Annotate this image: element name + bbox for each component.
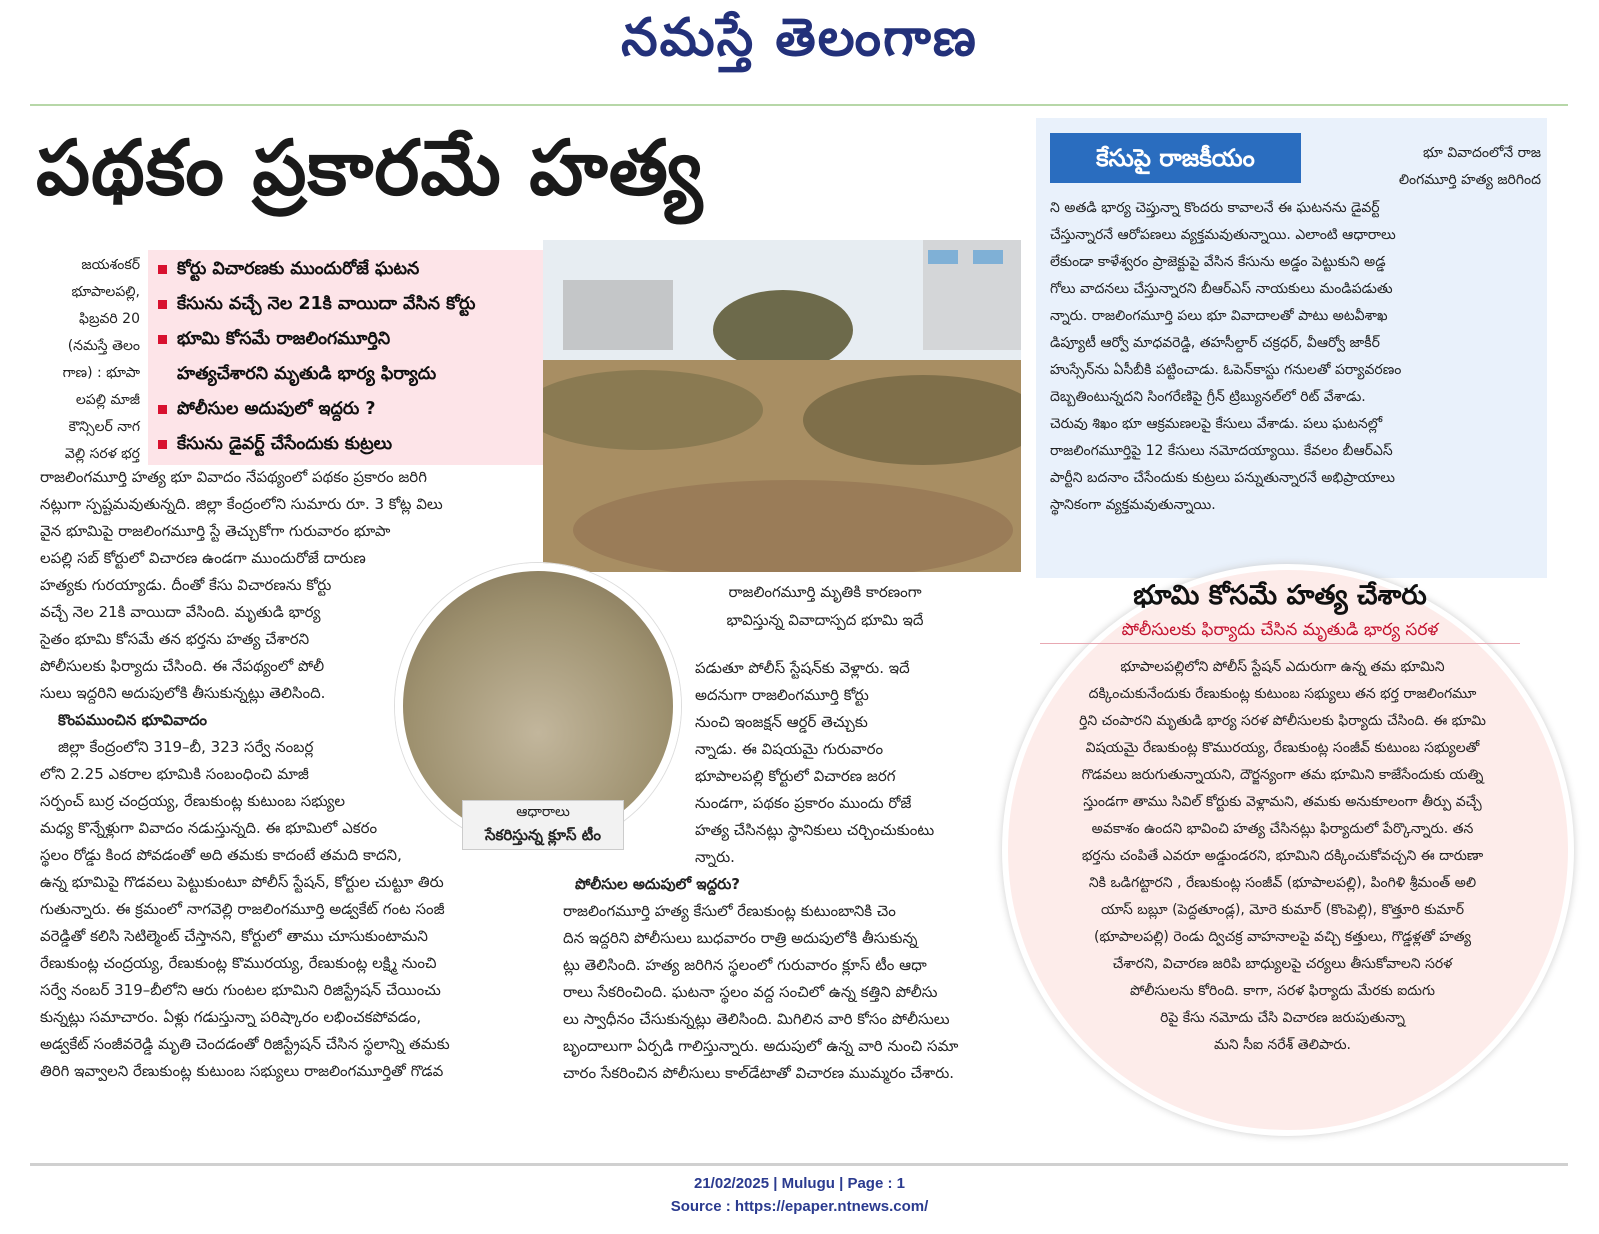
highlight-item: కేసును వచ్చే నెల 21కి వాయిదా వేసిన కోర్టు	[148, 287, 543, 322]
middle-body-2: రాజలింగమూర్తి హత్య కేసులో రేణుకుంట్ల కుటుంబానికి చెం దిన ఇద్దరిని పోలీసులు బుధవారం రాత్రి అదుపులోకి తీసుకున్న ట్లు తెలిసింది. హత్య జరిగిన స్థలంలో గురువారం క్లూస్ టీం ఆధా రాలు సేకరించింది. ఘటనా స్థలం వద్ద సంచిలో ఉన్న కత్తిని పోలీసు లు స్వాధీనం చేసుకున్నట్లు తెలిసింది. మిగిలిన వారి కోసం పోలీసులు బృందాలుగా ఏర్పడి గాలిస్తున్నారు. అదుపులో ఉన్న వారి నుంచి సమా చారం సేకరించిన పోలీసులు కాల్‌డేటాతో విచారణ ముమ్మరం చేశారు.	[563, 902, 959, 1082]
caption-line: రాజలింగమూర్తి మృతికి కారణంగా	[728, 583, 922, 601]
dateline: జయశంకర్ భూపాలపల్లి, ఫిబ్రవరి 20 (నమస్తే తెలం గాణ) : భూపా లపల్లి మాజీ కౌన్సిలర్ నాగ వెల్లి సరళ భర్త	[62, 257, 140, 462]
circle-divider	[1040, 643, 1520, 644]
land-photo-caption	[690, 578, 960, 634]
bottom-rule	[30, 1163, 1568, 1166]
side-body: ని అతడి భార్య చెప్తున్నా కొందరు కావాలనే ఈ ఘటనను డైవర్ట్ చేస్తున్నారనే ఆరోపణలు వ్యక్తమవుతున్నాయి. ఎలాంటి ఆధారాలు లేకుండా కాళేశ్వరం ప్రాజెక్టుపై వేసిన కేసును అడ్డం పెట్టుకుని అడ్డ గోలు వాదనలు చేస్తున్నారని బీఆర్ఎస్ నాయకులు మండిపడుతు న్నారు. రాజలింగమూర్తి పలు భూ వివాదాలతో పాటు అటవీశాఖ డిప్యూటీ ఆర్వో మాధవరెడ్డి, తహసీల్దార్ చక్రధర్, వీఆర్వో జాకీర్ హుస్సేన్‌ను ఏసీబీకి పట్టించాడు. ఓపెన్‌కాస్టు గనులతో పర్యావరణం దెబ్బతింటున్నదని సింగరేణిపై గ్రీన్ ట్రిబ్యునల్‌లో రిట్ వేశాడు. చెరువు శిఖం భూ ఆక్రమణలపై కేసులు వేశాడు. పలు ఘటనల్లో రాజలింగమూర్తిపై 12 కేసులు నమోదయ్యాయి. కేవలం బీఆర్ఎస్ పార్టీని బదనాం చేసేందుకు కుట్రలు పన్నుతున్నారనే అభిప్రాయాలు స్థానికంగా వ్యక్తమవుతున్నాయి.	[1050, 200, 1402, 513]
top-rule	[30, 104, 1568, 106]
bullet-icon	[158, 335, 167, 344]
footer-source: Source : https://epaper.ntnews.com/	[670, 1198, 929, 1215]
bullet-icon	[158, 440, 167, 449]
highlight-item: కేసును డైవర్ట్ చేసేందుకు కుట్రలు	[148, 427, 543, 462]
bullet-icon	[158, 300, 167, 309]
highlight-item: పోలీసుల అదుపులో ఇద్దరు ?	[148, 392, 543, 427]
clues-caption-line: ఆధారాలు	[516, 804, 570, 820]
clues-caption-line: సేకరిస్తున్న క్లూస్ టీం	[485, 826, 601, 844]
middle-body: పడుతూ పోలీస్ స్టేషన్‌కు వెళ్లారు. ఇదే అదనుగా రాజలింగమూర్తి కోర్టు నుంచి ఇంజక్షన్ ఆర్డర్ తెచ్చుకు న్నాడు. ఈ విషయమై గురువారం భూపాలపల్లి కోర్టులో విచారణ జరగ నుండగా, పథకం ప్రకారం ముందు రోజే హత్య చేసినట్లు స్థానికులు చర్చించుకుంటు న్నారు.	[695, 659, 935, 866]
circle-subtitle: పోలీసులకు ఫిర్యాదు చేసిన మృతుడి భార్య సరళ	[1121, 620, 1439, 640]
highlight-item: హత్యచేశారని మృతుడి భార్య ఫిర్యాదు	[177, 364, 437, 384]
highlight-item: కోర్టు విచారణకు ముందురోజే ఘటన	[148, 252, 543, 287]
headline: పథకం ప్రకారమే హత్య	[36, 123, 704, 212]
masthead: నమస్తే తెలంగాణ	[621, 8, 978, 68]
bullet-icon	[158, 265, 167, 274]
highlights-box	[148, 250, 543, 465]
bullet-icon	[158, 405, 167, 414]
section-subhead: కొంపముంచిన భూవివాదం	[58, 711, 208, 729]
caption-line: భావిస్తున్న వివాదాస్పద భూమి ఇదే	[726, 611, 924, 629]
footer-date: 21/02/2025 | Mulugu | Page : 1	[694, 1175, 905, 1192]
side-lead: భూ వివాదంలోనే రాజ లింగమూర్తి హత్య జరిగింద	[1398, 145, 1541, 188]
side-tag: కేసుపై రాజకీయం	[1050, 133, 1301, 183]
left-body: రాజలింగమూర్తి హత్య భూ వివాదం నేపథ్యంలో పథకం ప్రకారం జరిగి నట్లుగా స్పష్టమవుతున్నది. జిల్లా కేంద్రంలోని సుమారు రూ. 3 కోట్ల విలు వైన భూమిపై రాజలింగమూర్తి స్టే తెచ్చుకోగా గురువారం భూపా లపల్లి సబ్ కోర్టులో విచారణ ఉండగా ముందురోజే దారుణ హత్యకు గురయ్యాడు. దీంతో కేసు విచారణను కోర్టు వచ్చే నెల 21కి వాయిదా వేసింది. మృతుడి భార్య సైతం భూమి కోసమే తన భర్తను హత్య చేశారని పోలీసులకు ఫిర్యాదు చేసింది. ఈ నేపథ్యంలో పోలీ సులు ఇద్దరిని అదుపులోకి తీసుకున్నట్లు తెలిసింది. కొంపముంచిన భూవివాదం జిల్లా కేంద్రంలోని 319–బీ, 323 సర్వే నంబర్ల లోని 2.25 ఎకరాల భూమికి సంబంధించి మాజీ సర్పంచ్ బుర్ర చంద్రయ్య, రేణుకుంట్ల కుటుంబ సభ్యుల మధ్య కొన్నేళ్లుగా వివాదం నడుస్తున్నది. ఈ భూమిలో ఎకరం స్థలం రోడ్డు కింద పోవడంతో అది తమకు కాదంటే తమది కాదని, ఉన్న భూమిపై గొడవలు పెట్టుకుంటూ పోలీస్ స్టేషన్, కోర్టుల చుట్టూ తిరు గుతున్నారు. ఈ క్రమంలో నాగవెల్లి రాజలింగమూర్తి అడ్వకేట్ గంట సంజీ వరెడ్డితో కలిసి సెటిల్మెంట్ చేస్తానని, కోర్టులో తాము చూసుకుంటామని రేణుకుంట్ల చంద్రయ్య, రేణుకుంట్ల కొమురయ్య, రేణుకుంట్ల లక్ష్మి నుంచి సర్వే నంబర్ 319–బీలోని ఆరు గుంటల భూమిని రిజిస్ట్రేషన్ చేయించు కున్నట్లు సమాచారం. ఏళ్లు గడుస్తున్నా పరిష్కారం లభించకపోవడం, అడ్వకేట్ సంజీవరెడ్డి మృతి చెందడంతో రిజిస్ట్రేషన్ చేసిన స్థలాన్ని తమకు తిరిగి ఇవ్వాలని రేణుకుంట్ల కుటుంబ సభ్యులు రాజలింగమూర్తితో గొడవ	[40, 464, 535, 1085]
circle-title: భూమి కోసమే హత్య చేశారు	[1133, 580, 1427, 611]
land-photo-graphic	[543, 240, 1021, 572]
circle-body: భూపాలపల్లిలోని పోలీస్ స్టేషన్ ఎదురుగా ఉన్న తమ భూమిని దక్కించుకునేందుకు రేణుకుంట్ల కుటుంబ సభ్యులు తన భర్త రాజలింగమూ ర్తిని చంపారని మృతుడి భార్య సరళ పోలీసులకు ఫిర్యాదు చేసింది. ఈ భూమి విషయమై రేణుకుంట్ల కొమురయ్య, రేణుకుంట్ల సంజీవ్ కుటుంబ సభ్యులతో గొడవలు జరుగుతున్నాయని, దౌర్జన్యంగా తమ భూమిని కాజేసేందుకు యత్ని స్తుండగా తాము సివిల్ కోర్టుకు వెళ్లామని, తమకు అనుకూలంగా తీర్పు వచ్చే అవకాశం ఉందని భావించి హత్య చేసినట్లు ఫిర్యాదులో పేర్కొన్నారు. తన భర్తను చంపితే ఎవరూ అడ్డుండరని, భూమిని దక్కించుకోవచ్చని ఈ దారుణా నికి ఒడిగట్టారని , రేణుకుంట్ల సంజీవ్ (భూపాలపల్లి), పింగిళి శ్రీమంత్ అలి యాస్ బబ్లూ (పెద్దతూండ్ల), మోరె కుమార్ (కొంపెల్లి), కొత్తూరి కుమార్ (భూపాలపల్లి) రెండు ద్విచక్ర వాహనాలపై వచ్చి కత్తులు, గొడ్డళ్లతో హత్య చేశారని, విచారణ జరిపి బాధ్యులపై చర్యలు తీసుకోవాలని సరళ పోలీసులను కోరింది. కాగా, సరళ ఫిర్యాదు మేరకు ఐదుగు రిపై కేసు నమోదు చేసి విచారణ జరుపుతున్నా మని సీఐ నరేశ్ తెలిపారు.	[1079, 659, 1486, 1053]
section-subhead: పోలీసుల అదుపులో ఇద్దరు?	[575, 875, 740, 893]
land-photo	[543, 240, 1021, 572]
highlight-item: భూమి కోసమే రాజలింగమూర్తిని	[148, 322, 543, 357]
